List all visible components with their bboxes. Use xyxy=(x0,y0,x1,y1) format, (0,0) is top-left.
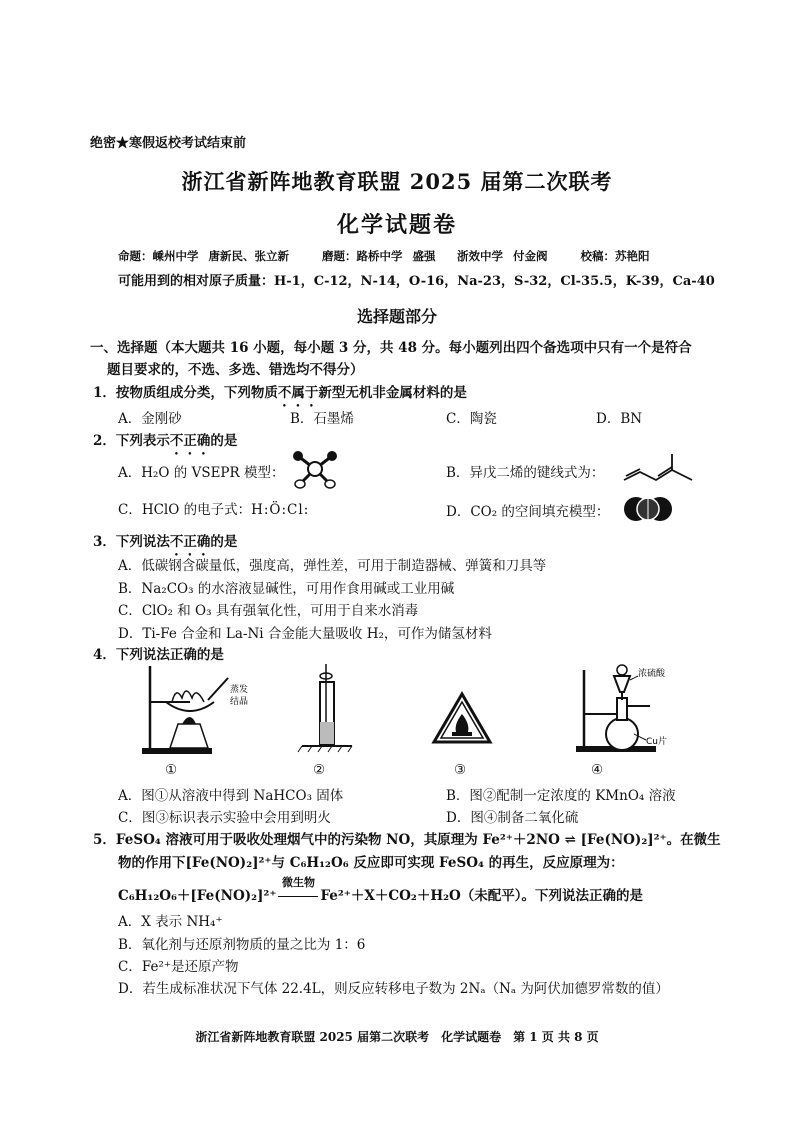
co2-space-filling-icon xyxy=(622,494,674,524)
q4-option-c: C．图③标识表示实验中会用到明火 xyxy=(118,810,331,826)
figure-4-so2-apparatus xyxy=(574,662,694,758)
q5-option-a: A．X 表示 NH₄⁺ xyxy=(118,914,223,930)
q1-option-c: C．陶瓷 xyxy=(446,411,497,427)
q2-option-c: C．HClO 的电子式：H:Ö:Cl: xyxy=(118,502,310,518)
q1-option-a: A．金刚砂 xyxy=(118,411,182,427)
q3-option-d: D．Ti-Fe 合金和 La-Ni 合金能大量吸收 H₂，可作为储氢材料 xyxy=(118,626,492,642)
fig1-label-cryst: 结晶 xyxy=(230,697,249,707)
fig4-label-acid: 浓硫酸 xyxy=(638,669,666,679)
figure-2-solution xyxy=(292,662,362,758)
q5-equation: C₆H₁₂O₆＋[Fe(NO)₂]²⁺ 微生物 Fe²⁺＋X＋CO₂＋H₂O（未配平）。下列说法正确的是 xyxy=(118,876,643,904)
confidential-note: 绝密★寒假返校考试结束前 xyxy=(90,136,247,151)
exam-subtitle: 化学试题卷 xyxy=(336,212,457,238)
fig-label-4: ④ xyxy=(591,762,604,778)
q2-option-a: A．H₂O 的 VSEPR 模型： xyxy=(118,465,285,481)
q5-catalyst: 微生物 xyxy=(281,876,315,889)
q3-option-b: B．Na₂CO₃ 的水溶液显碱性，可用作食用碱或工业用碱 xyxy=(118,581,455,597)
page-footer: 浙江省新阵地教育联盟 2025 届第二次联考 化学试题卷 第 1 页 共 8 页 xyxy=(195,1030,599,1044)
q2-stem: 2．下列表示不正确的是 xyxy=(93,433,238,449)
vsepr-model-icon xyxy=(290,448,340,490)
fig1-label-evap: 蒸发 xyxy=(230,685,249,695)
q5-line-2: 物的作用下[Fe(NO)₂]²⁺与 C₆H₁₂O₆ 反应即可实现 FeSO₄ 的再生，反应原理为： xyxy=(118,855,624,871)
q2-option-b: B．异戊二烯的键线式为： xyxy=(446,465,605,481)
atomic-masses: 可能用到的相对原子质量：H-1，C-12，N-14，O-16，Na-23，S-32，Cl-35.5，K-39，Ca-40 xyxy=(118,274,715,289)
credits-line: 命题：嵊州中学 唐新民、张立新 磨题：路桥中学 盛强 浙效中学 付金阀 校稿：苏艳阳 xyxy=(118,249,650,263)
exam-title: 浙江省新阵地教育联盟 2025 届第二次联考 xyxy=(181,169,613,194)
section-title: 选择题部分 xyxy=(356,307,437,326)
q5-option-c: C．Fe²⁺是还原产物 xyxy=(118,959,239,975)
q3-emphasis: 不正确 xyxy=(169,534,211,550)
q2-option-d: D．CO₂ 的空间填充模型： xyxy=(446,504,610,520)
q2-emphasis: 不正确 xyxy=(169,433,211,449)
fig-label-2: ② xyxy=(313,762,326,778)
fig-label-3: ③ xyxy=(454,762,467,778)
q1-option-d: D．BN xyxy=(596,411,643,427)
figure-1-evaporation xyxy=(138,662,248,758)
q4-stem: 4．下列说法正确的是 xyxy=(93,647,224,663)
q5-option-b: B．氧化剂与还原剂物质的量之比为 1：6 xyxy=(118,937,366,953)
q4-option-a: A．图①从溶液中得到 NaHCO₃ 固体 xyxy=(118,788,344,804)
q1-emphasis: 不属于 xyxy=(277,385,319,401)
q3-stem: 3．下列说法不正确的是 xyxy=(93,534,238,550)
q4-option-d: D．图④制备二氧化硫 xyxy=(446,810,579,826)
hclo-electron-formula: H:Ö:Cl: xyxy=(251,502,310,518)
fig4-label-cu: Cu片 xyxy=(646,737,667,747)
figure-3-flame-sign-icon xyxy=(432,692,492,746)
instructions-line-2: 题目要求的，不选、多选、错选均不得分） xyxy=(107,362,364,378)
instructions-line-1: 一、选择题（本大题共 16 小题，每小题 3 分，共 48 分。每小题列出四个备选项中只有一个是符合 xyxy=(90,340,692,356)
q3-option-c: C．ClO₂ 和 O₃ 具有强氧化性，可用于自来水消毒 xyxy=(118,603,419,619)
q5-line-1: 5．FeSO₄ 溶液可用于吸收处理烟气中的污染物 NO，其原理为 Fe²⁺＋2NO ⇌ [Fe(NO)₂]²⁺。在微生 xyxy=(93,832,721,848)
isoprene-skeletal-icon xyxy=(622,452,696,484)
q4-option-b: B．图②配制一定浓度的 KMnO₄ 溶液 xyxy=(446,788,676,804)
q5-option-d: D．若生成标准状况下气体 22.4L，则反应转移电子数为 2Nₐ（Nₐ 为阿伏加德罗常数的值） xyxy=(118,981,669,997)
q3-option-a: A．低碳钢含碳量低，强度高，弹性差，可用于制造器械、弹簧和刀具等 xyxy=(118,558,547,574)
q1-stem: 1．按物质组成分类，下列物质不属于新型无机非金属材料的是 xyxy=(93,385,467,401)
fig-label-1: ① xyxy=(165,762,178,778)
q1-option-b: B．石墨烯 xyxy=(290,411,354,427)
